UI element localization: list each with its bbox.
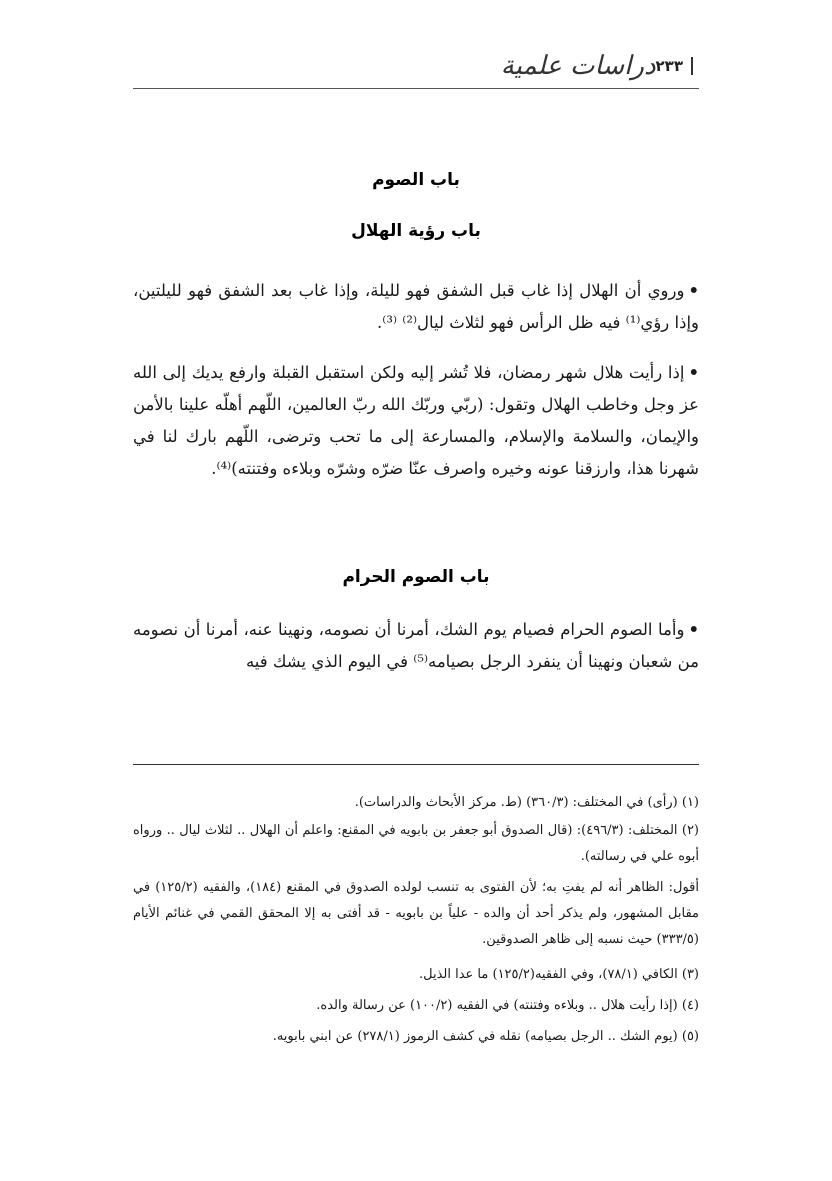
page-header (133, 44, 699, 89)
footnote-3: (٣) الكافي (٧٨/١)، وفي الفقيه(١٢٥/٢) ما عدا الذيل. (418, 967, 699, 982)
paragraph-crescent (133, 275, 699, 339)
footnote-1: (١) (رأى) في المختلف: (٣٦٠/٣) (ط. مركز الأبحاث والدراسات). (354, 795, 699, 810)
bullet-icon: • (688, 620, 699, 639)
footnote-5: (٥) (يوم الشك .. الرجل بصيامه) نقله في كشف الرموز (٢٧٨/١) عن ابني بابويه. (272, 1029, 699, 1044)
bullet-icon: • (688, 363, 699, 382)
footnote-2-comment: أقول: الظاهر أنه لم يفتِ به؛ لأن الفتوى به تنسب لولده الصدوق في المقنع (١٨٤)، والفقيه (١٢٥/٢) في مقابل المشهور، ولم يذكر أحد أن والده - علياً بن بابويه - قد أفتى به إلا المحقق القمي في غنائم الأيام (٣٣٣/٥) حيث نسبه إلى ظاهر الصدوقين. (133, 880, 699, 947)
paragraph-ramadan-supplication (133, 357, 699, 485)
paragraph-text: وروي أن الهلال إذا غاب قبل الشفق فهو لليلة، وإذا غاب بعد الشفق فهو لليلتين، وإذا رؤي⁽¹⁾ فيه ظل الرأس فهو لثلاث ليال⁽²⁾ ⁽³⁾. (133, 281, 699, 332)
page-number: ٢٣٣ (656, 57, 693, 75)
journal-logo: دراسات علمية (500, 51, 656, 81)
bullet-icon: • (688, 281, 699, 300)
footnote-2: (٢) المختلف: (٤٩٦/٣): (قال الصدوق أبو جعفر بن بابويه في المقنع: واعلم أن الهلال .. لثلاث ليال .. ورواه أبوه علي في رسالته). (133, 823, 699, 864)
paragraph-forbidden-fast (133, 614, 699, 678)
heading-crescent-sighting: باب رؤية الهلال (351, 221, 481, 241)
paragraph-text: وأما الصوم الحرام فصيام يوم الشك، أمرنا أن نصومه، ونهينا عنه، أمرنا أن نصومه من شعبان ونهينا أن ينفرد الرجل بصيامه⁽⁵⁾ في اليوم الذي يشك فيه (133, 620, 699, 671)
heading-fast: باب الصوم (372, 170, 460, 190)
footnote-4: (٤) (إذا رأيت هلال .. وبلاءه وفتنته) في الفقيه (١٠٠/٢) عن رسالة والده. (316, 998, 699, 1013)
paragraph-text: إذا رأيت هلال شهر رمضان، فلا تُشر إليه ولكن استقبل القبلة وارفع يديك إلى الله عز وجل وخاطب الهلال وتقول: (ربّي وربّك الله ربّ العالمين، اللّهم أهلّه علينا بالأمن والإيمان، والسلامة والإسلام، والمسارعة إلى ما تحب وترضى، اللّهم بارك لنا في شهرنا هذا، وارزقنا عونه وخيره واصرف عنّا ضرّه وشرّه وبلاءه وفتنته)⁽⁴⁾. (133, 363, 699, 478)
heading-forbidden-fast: باب الصوم الحرام (342, 567, 490, 587)
footnote-divider (133, 764, 699, 765)
